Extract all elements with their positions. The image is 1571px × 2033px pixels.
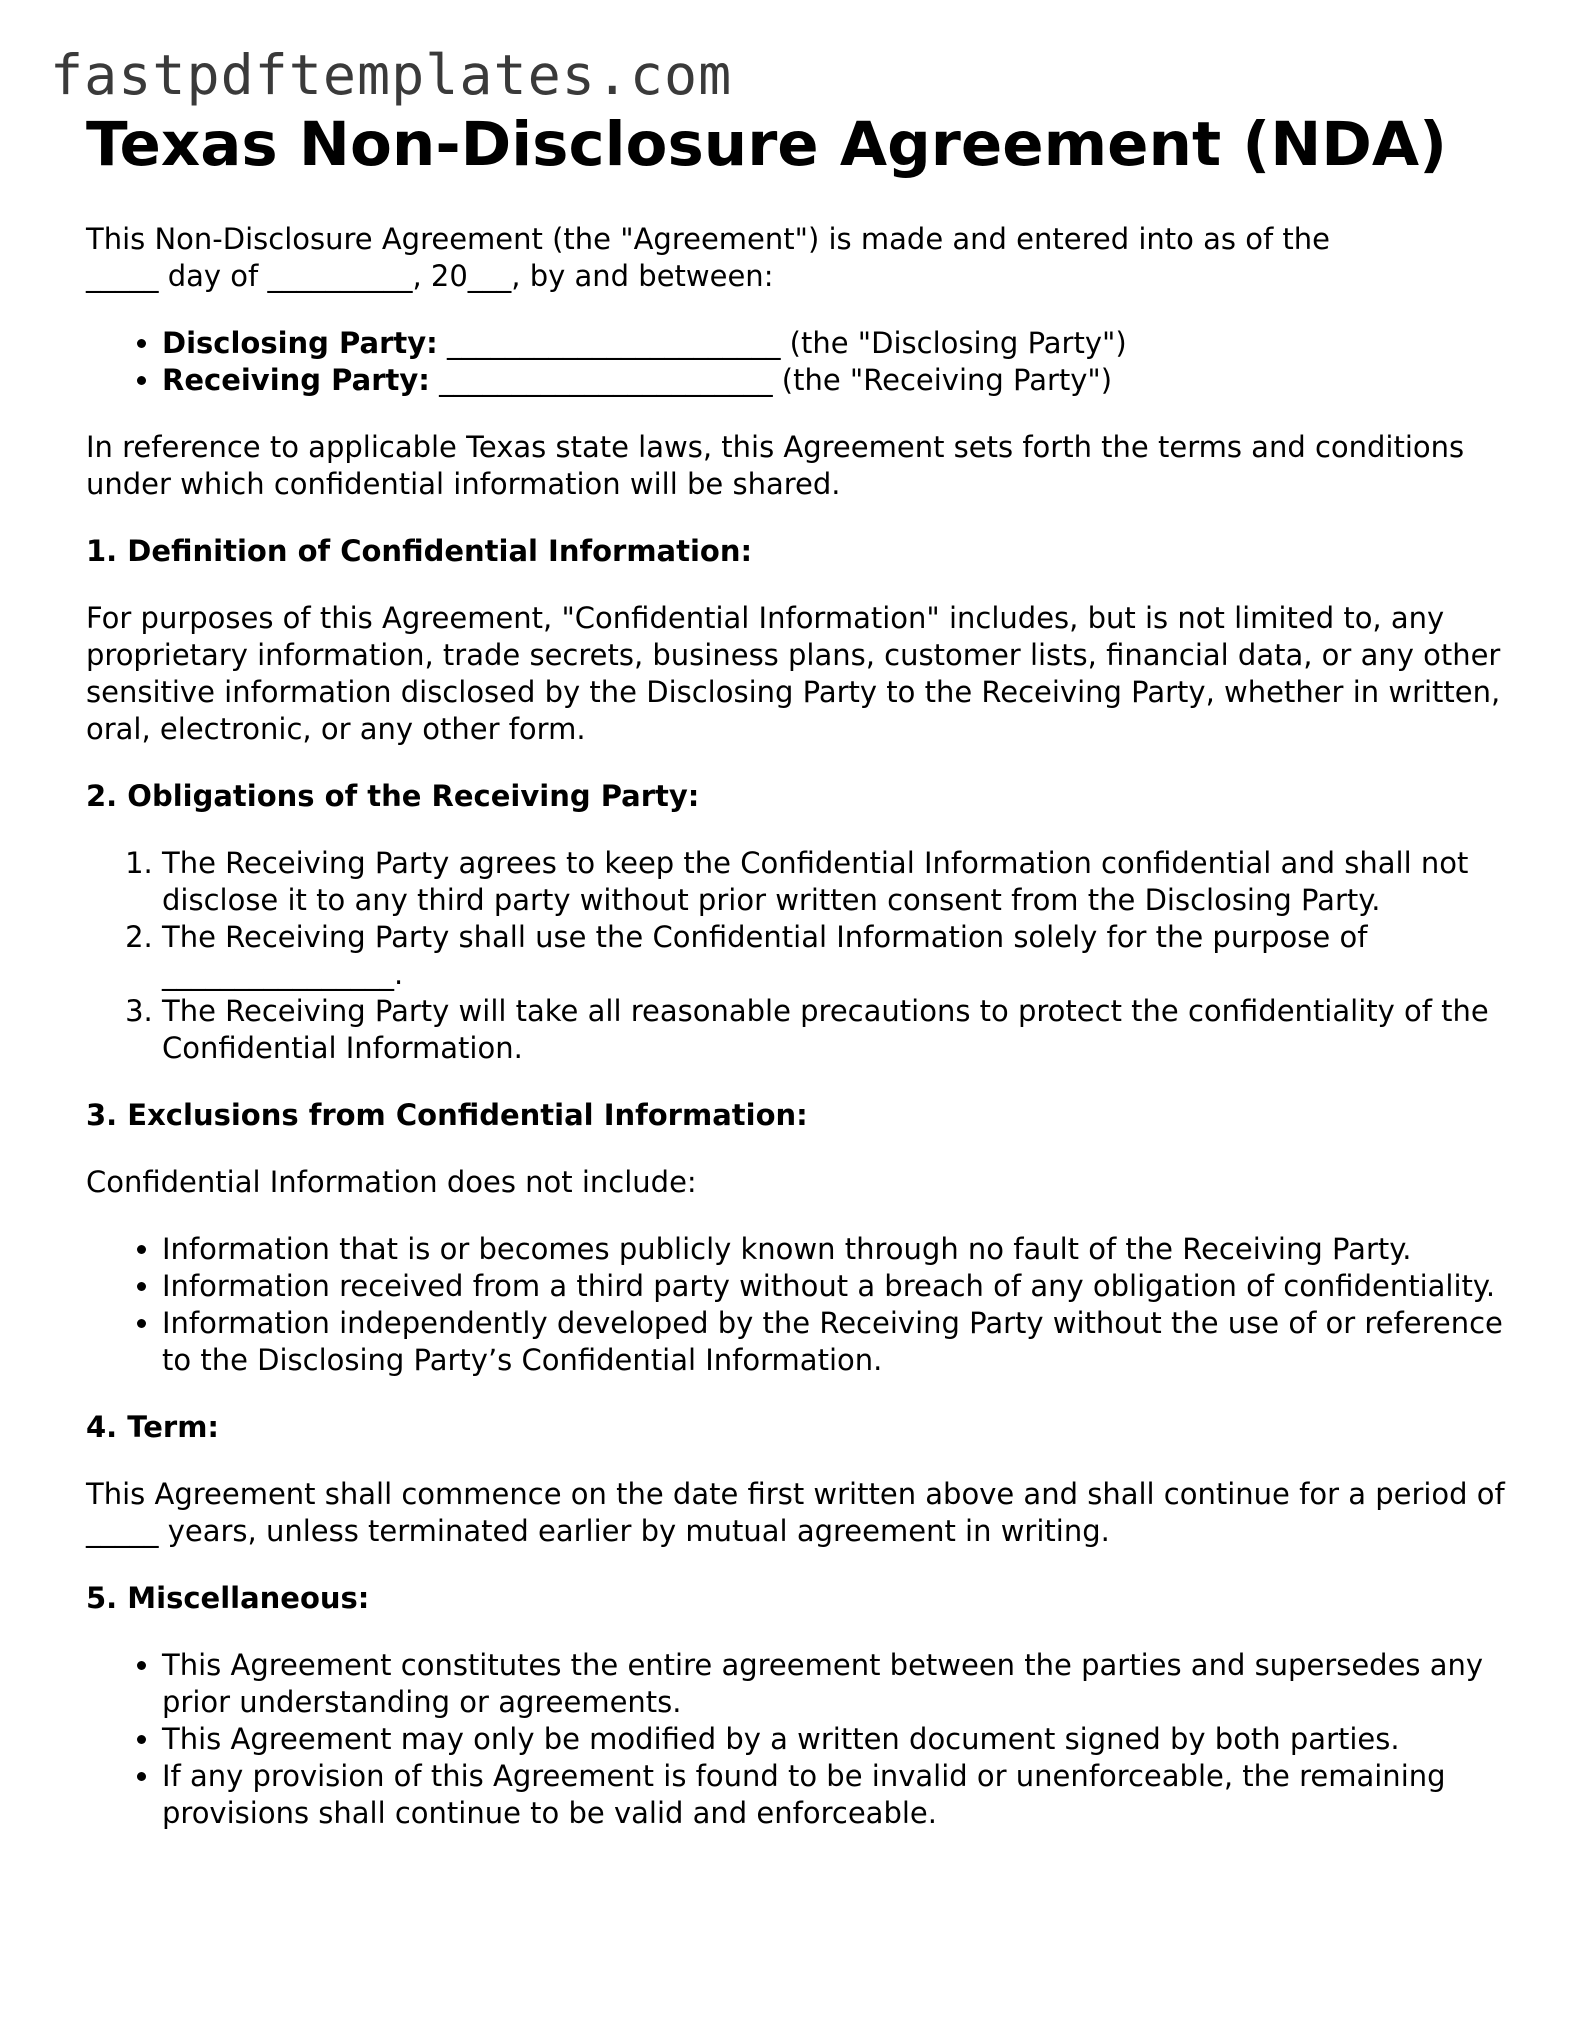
list-item: • This Agreement may only be modified by a written document signed by both parties. [162,1721,1506,1758]
list-item: • Information received from a third party without a breach of any obligation of confidentiality. [162,1268,1506,1305]
document-title: Texas Non-Disclosure Agreement (NDA) [86,109,1448,180]
list-item: • This Agreement constitutes the entire agreement between the parties and supersedes any prior understanding or agreements. [162,1647,1506,1721]
party-blank: _______________________ (the "Disclosing Party") [437,326,1127,361]
watermark-text: fastpdftemplates.com [50,43,733,107]
party-disclosing [162,325,1506,362]
reference-paragraph: In reference to applicable Texas state laws, this Agreement sets forth the terms and conditions under which confidential information will be shared. [86,430,1465,502]
miscellaneous-list [86,1647,1506,1832]
obligations-list [86,845,1506,1067]
list-item: • If any provision of this Agreement is found to be invalid or unenforceable, the remaining provisions shall continue to be valid and enforceable. [162,1758,1506,1832]
list-item: 1. The Receiving Party agrees to keep the Confidential Information confidential and shall not disclose it to any third party without prior written consent from the Disclosing Party. [162,845,1506,919]
party-label: Receiving Party: [162,363,430,398]
intro-line-1: This Non-Disclosure Agreement (the "Agreement") is made and entered into as of the [86,222,1330,257]
document-body [86,108,1506,1832]
list-item: • Information independently developed by the Receiving Party without the use of or reference to the Disclosing Party’s Confidential Information. [162,1305,1506,1379]
section-4-heading: 4. Term: [86,1410,220,1445]
party-receiving [162,362,1506,399]
exclusions-list [86,1231,1506,1379]
party-blank: _______________________ (the "Receiving Party") [429,363,1113,398]
party-label: Disclosing Party: [162,326,438,361]
section-5-heading: 5. Miscellaneous: [86,1581,370,1616]
list-item: • Information that is or becomes publicly known through no fault of the Receiving Party. [162,1231,1506,1268]
section-2-heading: 2. Obligations of the Receiving Party: [86,779,700,814]
section-1-body: For purposes of this Agreement, "Confidential Information" includes, but is not limited to, any proprietary information, trade secrets, business plans, customer lists, financial data, or any other sensitive information disclosed by the Disclosing Party to the Receiving Party, whether in written, oral, electronic, or any other form. [86,601,1501,747]
intro-line-2: _____ day of __________, 20___, by and between: [86,259,774,294]
list-item: 2. The Receiving Party shall use the Confidential Information solely for the purpose of ________________. [162,919,1506,993]
section-3-heading: 3. Exclusions from Confidential Information: [86,1098,808,1133]
parties-list [86,325,1506,399]
list-item: 3. The Receiving Party will take all reasonable precautions to protect the confidentiality of the Confidential Information. [162,993,1506,1067]
section-4-body: This Agreement shall commence on the date first written above and shall continue for a period of _____ years, unless terminated earlier by mutual agreement in writing. [86,1477,1505,1549]
intro-paragraph [86,221,1506,295]
section-1-heading: 1. Definition of Confidential Information: [86,534,753,569]
section-3-intro: Confidential Information does not include: [86,1165,697,1200]
